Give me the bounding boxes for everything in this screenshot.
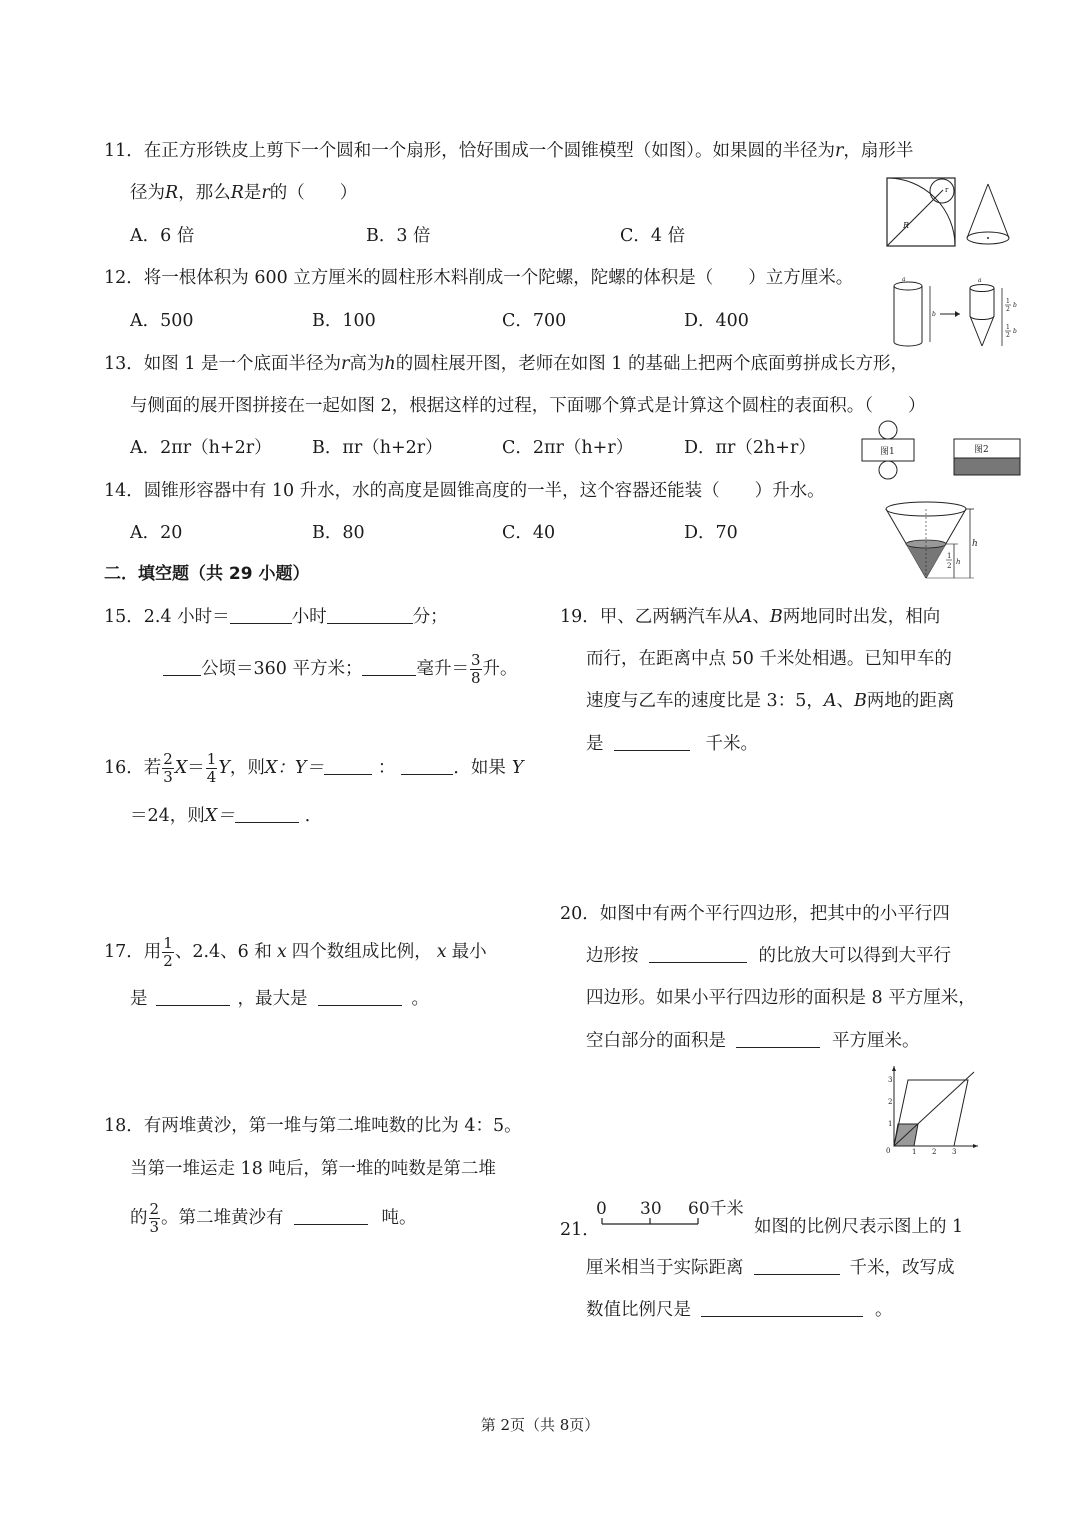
q21-line3: 数值比例尺是 。 xyxy=(586,1300,893,1320)
q19-blank[interactable] xyxy=(614,734,690,751)
q20-line4: 空白部分的面积是 平方厘米。 xyxy=(586,1031,920,1051)
q17-line1: 17．用 $\frac{1}{2}$ 、2.4、6 和 x 四个数组成比例， x 最小 xyxy=(104,934,487,970)
q18-line3: 的 $\frac{2}{3}$ 。第二堆黄沙有 吨。 xyxy=(130,1200,417,1236)
q12-option-c: C．700 xyxy=(502,311,567,331)
q16-fraction-2: $\frac{1}{4}$ xyxy=(206,750,217,786)
q13-line2: 与侧面的展开图拼接在一起如图 2，根据这样的过程，下面哪个算式是计算这个圆柱的表面积。（ ） xyxy=(130,396,926,416)
q17-fraction: $\frac{1}{2}$ xyxy=(163,934,173,970)
q20-line3: 四边形。如果小平行四边形的面积是 8 平方厘米， xyxy=(586,988,976,1008)
q13-fig2-label: 图2 xyxy=(974,445,989,455)
q18-blank[interactable] xyxy=(294,1208,368,1225)
q11-r-label: r xyxy=(945,186,949,194)
q12-option-b: B．100 xyxy=(312,311,376,331)
q14-half-num: 1 xyxy=(947,552,952,560)
q14-half-h: h xyxy=(956,558,961,566)
q18-line2: 当第一堆运走 18 吨后，第一堆的吨数是第二堆 xyxy=(130,1159,496,1179)
q15-blank-hectare[interactable] xyxy=(163,659,201,676)
q12-a-label: a xyxy=(902,276,906,283)
q17-line2: 是 ，最大是 。 xyxy=(130,989,429,1009)
q20-blank-area[interactable] xyxy=(736,1031,820,1048)
q11-option-b: B．3 倍 xyxy=(366,226,431,246)
q20-x-tick-2: 2 xyxy=(932,1148,937,1156)
q21-scale-0: 0 xyxy=(596,1199,607,1219)
q15-blank-ml[interactable] xyxy=(362,659,416,676)
q20-y-tick-2: 2 xyxy=(888,1098,893,1106)
q11-line1: 11．在正方形铁皮上剪下一个圆和一个扇形，恰好围成一个圆锥模型（如图）。如果圆的半径为r，扇形半 xyxy=(104,141,914,161)
q15-blank-hours[interactable] xyxy=(230,607,292,624)
q12-half-den-1: 2 xyxy=(1006,306,1010,313)
q12-half-num-2: 1 xyxy=(1006,324,1010,331)
q21-scale-30: 30 xyxy=(640,1199,662,1219)
q19-line3: 速度与乙车的速度比是 3：5，A、B两地的距离 xyxy=(586,691,955,711)
q11-figure xyxy=(885,176,1030,248)
q14-half-den: 2 xyxy=(947,562,952,570)
q19-line2: 而行，在距离中点 50 千米处相遇。已知甲车的 xyxy=(586,649,952,669)
q11-option-c: C．4 倍 xyxy=(620,226,686,246)
q17-blank-min[interactable] xyxy=(156,989,230,1006)
q21-scale-bar xyxy=(590,1196,760,1230)
q16-line2: ＝24，则X＝ ． xyxy=(130,806,323,826)
q16-line1: 16．若 $\frac{2}{3}$ X＝ $\frac{1}{4}$ Y，则X：Y＝ ： ．如果 Y xyxy=(104,750,524,786)
q21-line1: 如图的比例尺表示图上的 1 xyxy=(754,1217,964,1237)
q13-option-a: A．2πr（h+2r） xyxy=(130,438,272,458)
page-footer: 第 2页（共 8页） xyxy=(480,1416,600,1434)
q11-R-label: R xyxy=(903,221,910,230)
q14-figure xyxy=(884,500,984,582)
q16-fraction-1: $\frac{2}{3}$ xyxy=(163,750,173,786)
q16-blank-ratio-2[interactable] xyxy=(401,758,453,775)
q20-y-tick-3: 3 xyxy=(888,1076,893,1084)
q17-blank-max[interactable] xyxy=(318,989,402,1006)
q12-figure xyxy=(890,276,1030,352)
q12-option-d: D．400 xyxy=(684,311,749,331)
q21-scale-60: 60千米 xyxy=(688,1199,744,1219)
q21-number: 21． xyxy=(560,1220,600,1240)
q14-option-d: D．70 xyxy=(684,523,738,543)
q12-half-b-1: b xyxy=(1013,302,1017,309)
q21-blank-distance[interactable] xyxy=(754,1258,840,1275)
q12-b-label: b xyxy=(932,311,936,318)
q20-line1: 20．如图中有两个平行四边形，把其中的小平行四 xyxy=(560,904,950,924)
q20-line2: 边形按 的比放大可以得到大平行 xyxy=(586,946,951,966)
q15-line1: 15．2.4 小时＝ 小时 分； xyxy=(104,607,448,627)
q20-y-tick-1: 1 xyxy=(888,1120,893,1128)
q14-option-b: B．80 xyxy=(312,523,365,543)
q14-line1: 14．圆锥形容器中有 10 升水，水的高度是圆锥高度的一半，这个容器还能装（ ）升水。 xyxy=(104,481,825,501)
q20-x-tick-1: 1 xyxy=(912,1148,917,1156)
q18-fraction: $\frac{2}{3}$ xyxy=(149,1200,160,1236)
q13-line1: 13．如图 1 是一个底面半径为r高为h的圆柱展开图，老师在如图 1 的基础上把两个底面剪拼成长方形， xyxy=(104,354,908,374)
q13-option-d: D．πr（2h+r） xyxy=(684,438,816,458)
q12-a2-label: a xyxy=(978,277,982,284)
q21-line2: 厘米相当于实际距离 千米，改写成 xyxy=(586,1258,955,1278)
q13-figure xyxy=(856,420,1026,476)
q16-blank-x[interactable] xyxy=(235,806,299,823)
q20-origin-label: 0 xyxy=(886,1147,891,1155)
q12-half-b-2: b xyxy=(1013,328,1017,335)
q12-half-den-2: 2 xyxy=(1006,332,1010,339)
q14-option-a: A．20 xyxy=(130,523,183,543)
q15-fraction: $\frac{3}{8}$ xyxy=(470,651,481,687)
q12-half-num-1: 1 xyxy=(1006,298,1010,305)
q20-blank-ratio[interactable] xyxy=(649,946,747,963)
q19-line1: 19．甲、乙两辆汽车从A、B两地同时出发，相向 xyxy=(560,607,941,627)
q15-blank-minutes[interactable] xyxy=(327,607,413,624)
q14-h-label: h xyxy=(972,539,978,549)
q13-fig1-label: 图1 xyxy=(880,447,895,457)
q20-x-tick-3: 3 xyxy=(952,1148,957,1156)
section-heading: 二．填空题（共 29 小题） xyxy=(104,564,310,584)
q14-option-c: C．40 xyxy=(502,523,556,543)
q21-blank-scale[interactable] xyxy=(701,1300,863,1317)
q12-line1: 12．将一根体积为 600 立方厘米的圆柱形木料削成一个陀螺，陀螺的体积是（ ）立方厘米。 xyxy=(104,268,854,288)
q19-line4: 是 千米。 xyxy=(586,734,758,754)
q11-line2: 径为R，那么R是r的（ ） xyxy=(130,183,358,203)
q16-blank-ratio-1[interactable] xyxy=(324,758,372,775)
q11-option-a: A．6 倍 xyxy=(130,226,195,246)
q13-option-c: C．2πr（h+r） xyxy=(502,438,634,458)
q20-figure xyxy=(882,1062,982,1156)
q18-line1: 18．有两堆黄沙，第一堆与第二堆吨数的比为 4：5。 xyxy=(104,1116,522,1136)
q15-line2: 公顷＝360 平方米； 毫升＝ $\frac{3}{8}$ 升。 xyxy=(163,653,518,686)
q13-option-b: B．πr（h+2r） xyxy=(312,438,443,458)
q12-option-a: A．500 xyxy=(130,311,194,331)
